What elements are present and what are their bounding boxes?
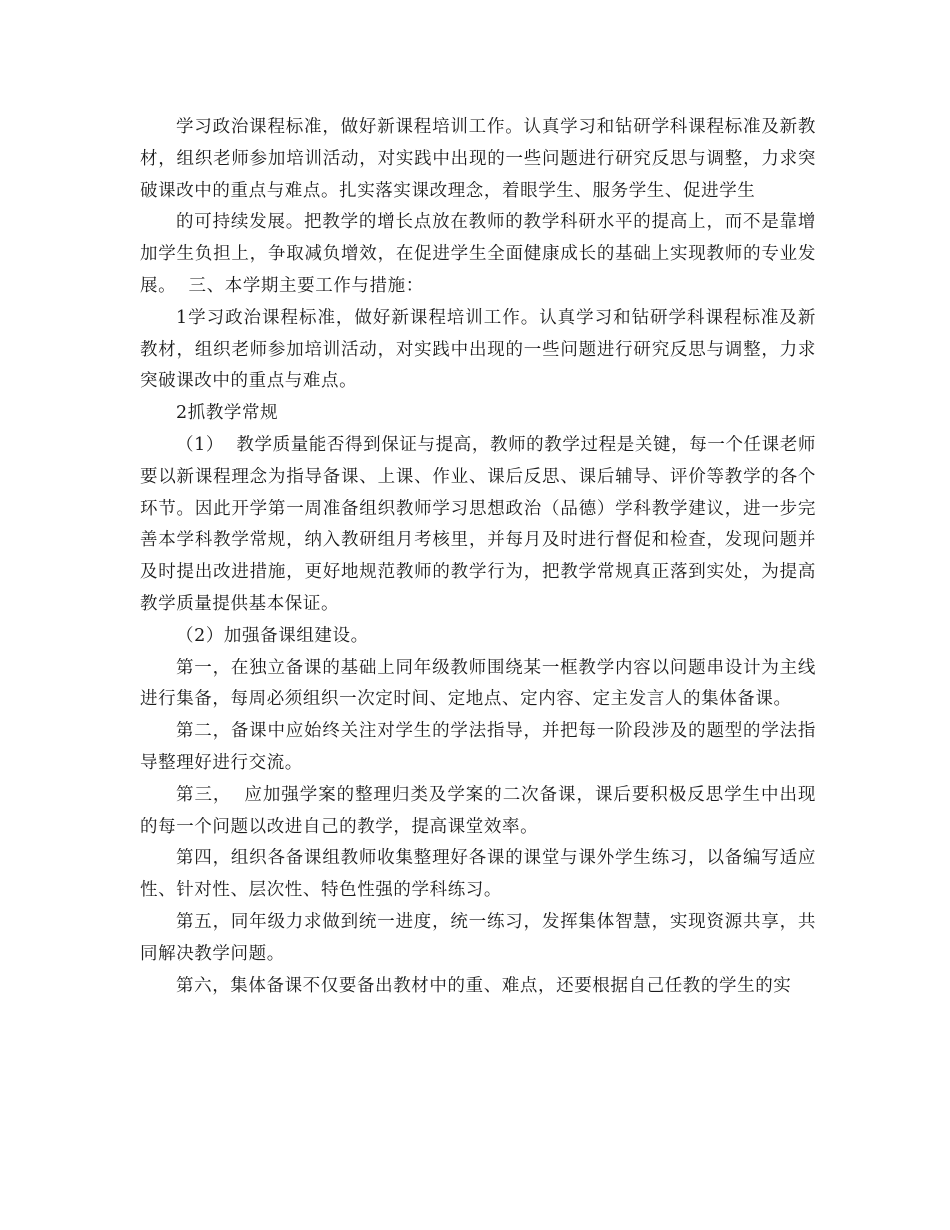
paragraph-item-1 (140, 303, 816, 398)
paragraph-text: （2）加强备课组建设。 (176, 625, 369, 646)
paragraph-sustainable-development (140, 207, 816, 302)
paragraph-lesson-group (140, 621, 816, 653)
paragraph-sixth (140, 971, 816, 1003)
paragraph-second (140, 716, 816, 780)
paragraph-text: 第四，组织各备课组教师收集整理好各课的课堂与课外学生练习，以备编写适应性、针对性、层次性、特色性强的学科练习。 (140, 848, 816, 901)
paragraph-fifth (140, 907, 816, 971)
paragraph-text: 应加强学案的整理归类及学案的二次备课，课后要积极反思学生中出现的每一个问题以改进自己的教学，提高课堂效率。 (140, 784, 816, 837)
item-marker: （1） (176, 434, 224, 455)
paragraph-text: 的可持续发展。把教学的增长点放在教师的教学科研水平的提高上，而不是靠增加学生负担上，争取减负增效，在促进学生全面健康成长的基础上实现教师的专业发展。 (140, 212, 816, 296)
document-body (140, 112, 816, 1002)
paragraph-text: 教学质量能否得到保证与提高，教师的教学过程是关键，每一个任课老师要以新课程理念为指导备课、上课、作业、课后反思、课后辅导、评价等教学的各个环节。因此开学第一周准备组织教师学习思想政治（品德）学科教学建议，进一步完善本学科教学常规，纳入教研组月考核里，并每月及时进行督促和检查，发现问题并及时提出改进措施，更好地规范教师的教学行为，把教学常规真正落到实处，为提高教学质量提供基本保证。 (140, 434, 816, 614)
paragraph-text: 1学习政治课程标准，做好新课程培训工作。认真学习和钻研学科课程标准及新教材，组织老师参加培训活动，对实践中出现的一些问题进行研究反思与调整，力求突破课改中的重点与难点。 (140, 307, 816, 392)
paragraph-text: 第一，在独立备课的基础上同年级教师围绕某一框教学内容以问题串设计为主线进行集备，每周必须组织一次定时间、定地点、定内容、定主发言人的集体备课。 (140, 657, 816, 710)
paragraph-third (140, 780, 816, 844)
paragraph-first (140, 653, 816, 717)
paragraph-text: 学习政治课程标准，做好新课程培训工作。认真学习和钻研学科课程标准及新教材，组织老师参加培训活动，对实践中出现的一些问题进行研究反思与调整，力求突破课改中的重点与难点。扎实落实课改理念，着眼学生、服务学生、促进学生 (140, 117, 816, 201)
paragraph-fourth (140, 843, 816, 907)
paragraph-text: 第二，备课中应始终关注对学生的学法指导，并把每一阶段涉及的题型的学法指导整理好进行交流。 (140, 721, 816, 773)
section-heading-main-work: 三、本学期主要工作与措施： (188, 275, 424, 296)
paragraph-item-2-heading (140, 398, 816, 430)
paragraph-teaching-routine (140, 430, 816, 621)
paragraph-text: 第五，同年级力求做到统一进度，统一练习，发挥集体智慧，实现资源共享，共同解决教学问题。 (140, 911, 816, 964)
paragraph-text: 第六，集体备课不仅要备出教材中的重、难点，还要根据自己任教的学生的实 (176, 975, 792, 996)
item-marker: 第三， (176, 784, 232, 805)
paragraph-text: 2抓教学常规 (176, 403, 279, 424)
paragraph-curriculum-standards (140, 112, 816, 207)
